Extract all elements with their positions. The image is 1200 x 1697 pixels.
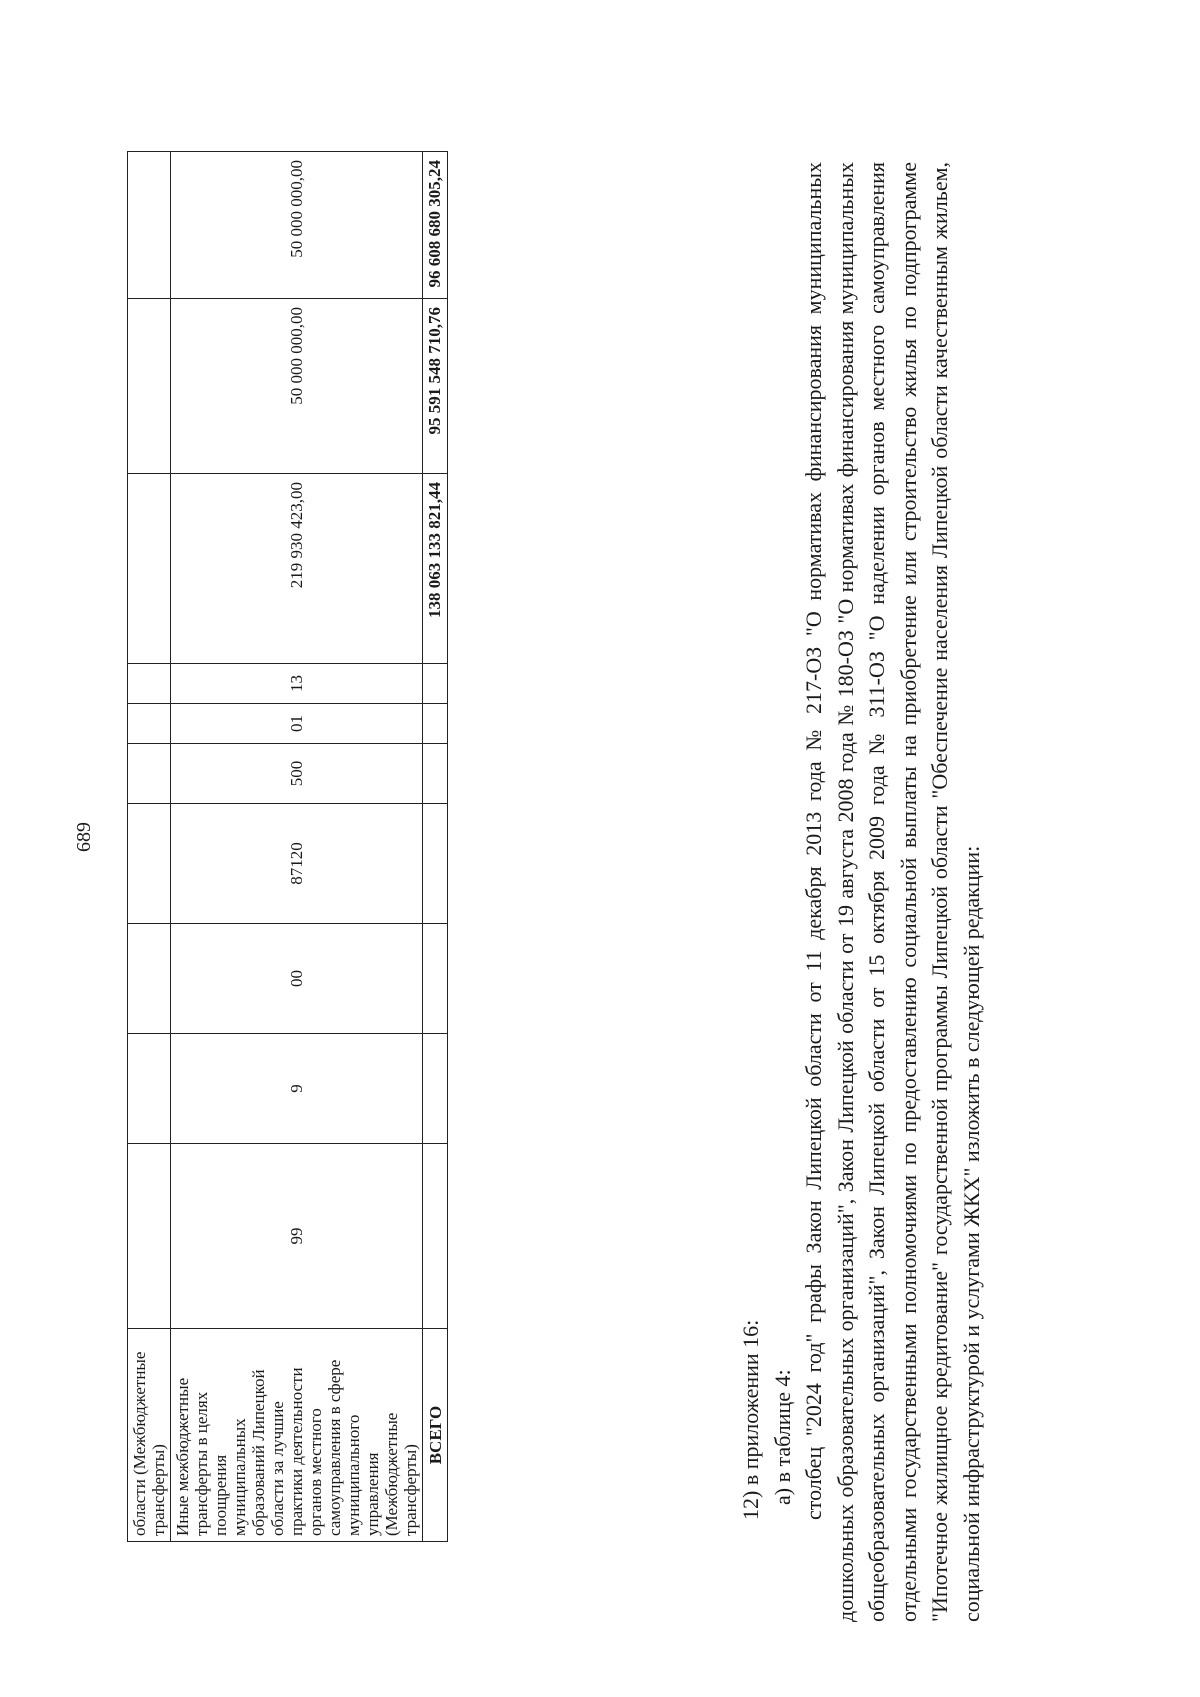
- cell-pr: 13: [171, 664, 423, 704]
- cell-sum-2026: [128, 152, 171, 299]
- row-name: Иные межбюджетные трансферты в целях поощрения муниципальных образований Липецкой области за лучшие практики деятельности органов местного самоуправления в сфере муниципального управления (Межбюджетные трансферты): [171, 1329, 423, 1542]
- cell-sum-2026: 50 000 000,00: [171, 152, 423, 299]
- cell-sum-2024: 219 930 423,00: [171, 474, 423, 664]
- total-label: ВСЕГО: [423, 1329, 448, 1542]
- table-row: [171, 152, 423, 1542]
- cell-napr: [128, 804, 171, 924]
- row-name: области (Межбюджетные трансферты): [128, 1329, 171, 1542]
- total-sum-2026: 96 608 680 305,24: [423, 152, 448, 299]
- amendment-paragraph: столбец "2024 год" графы Закон Липецкой области от 11 декабря 2013 года № 217-ОЗ "О нормативах финансирования муниципальных дошкольных образовательных организаций", Закон Липецкой области от 19 августа 2008 года № 180-ОЗ "О нормативах финансирования муниципальных общеобразовательных организаций", Закон Липецкой области от 15 октября 2009 года № 311-ОЗ "О наделении органов местного самоуправления отдельными государственными полномочиями по предоставлению социальной выплаты на приобретение или строительство жилья по подпрограмме "Ипотечное жилищное кредитование" государственной программы Липецкой области "Обеспечение населения Липецкой области качественным жильем, социальной инфраструктурой и услугами ЖКХ" изложить в следующей редакции:: [801, 162, 984, 1622]
- total-sum-2025: 95 591 548 710,76: [423, 299, 448, 474]
- cell-napr: 87120: [171, 804, 423, 924]
- cell-gp: 99: [171, 1144, 423, 1329]
- cell-om: [128, 924, 171, 1034]
- subitem-heading: а) в таблице 4:: [769, 1369, 795, 1505]
- cell-rz: 01: [171, 704, 423, 744]
- cell-pgp: [128, 1034, 171, 1144]
- table-total-row: [423, 152, 448, 1542]
- cell-om: 00: [171, 924, 423, 1034]
- amendment-text: [735, 162, 987, 1622]
- cell-pgp: 9: [171, 1034, 423, 1144]
- cell-vr: 500: [171, 744, 423, 804]
- cell-gp: [128, 1144, 171, 1329]
- cell-sum-2025: [128, 299, 171, 474]
- cell-rz: [128, 704, 171, 744]
- cell-vr: [128, 744, 171, 804]
- item-heading: 12) в приложении 16:: [738, 1319, 763, 1520]
- page-number: 689: [73, 822, 95, 852]
- table-row: [128, 152, 171, 1542]
- budget-table: [127, 151, 448, 1542]
- cell-sum-2024: [128, 474, 171, 664]
- cell-sum-2025: 50 000 000,00: [171, 299, 423, 474]
- cell-pr: [128, 664, 171, 704]
- total-sum-2024: 138 063 133 821,44: [423, 474, 448, 664]
